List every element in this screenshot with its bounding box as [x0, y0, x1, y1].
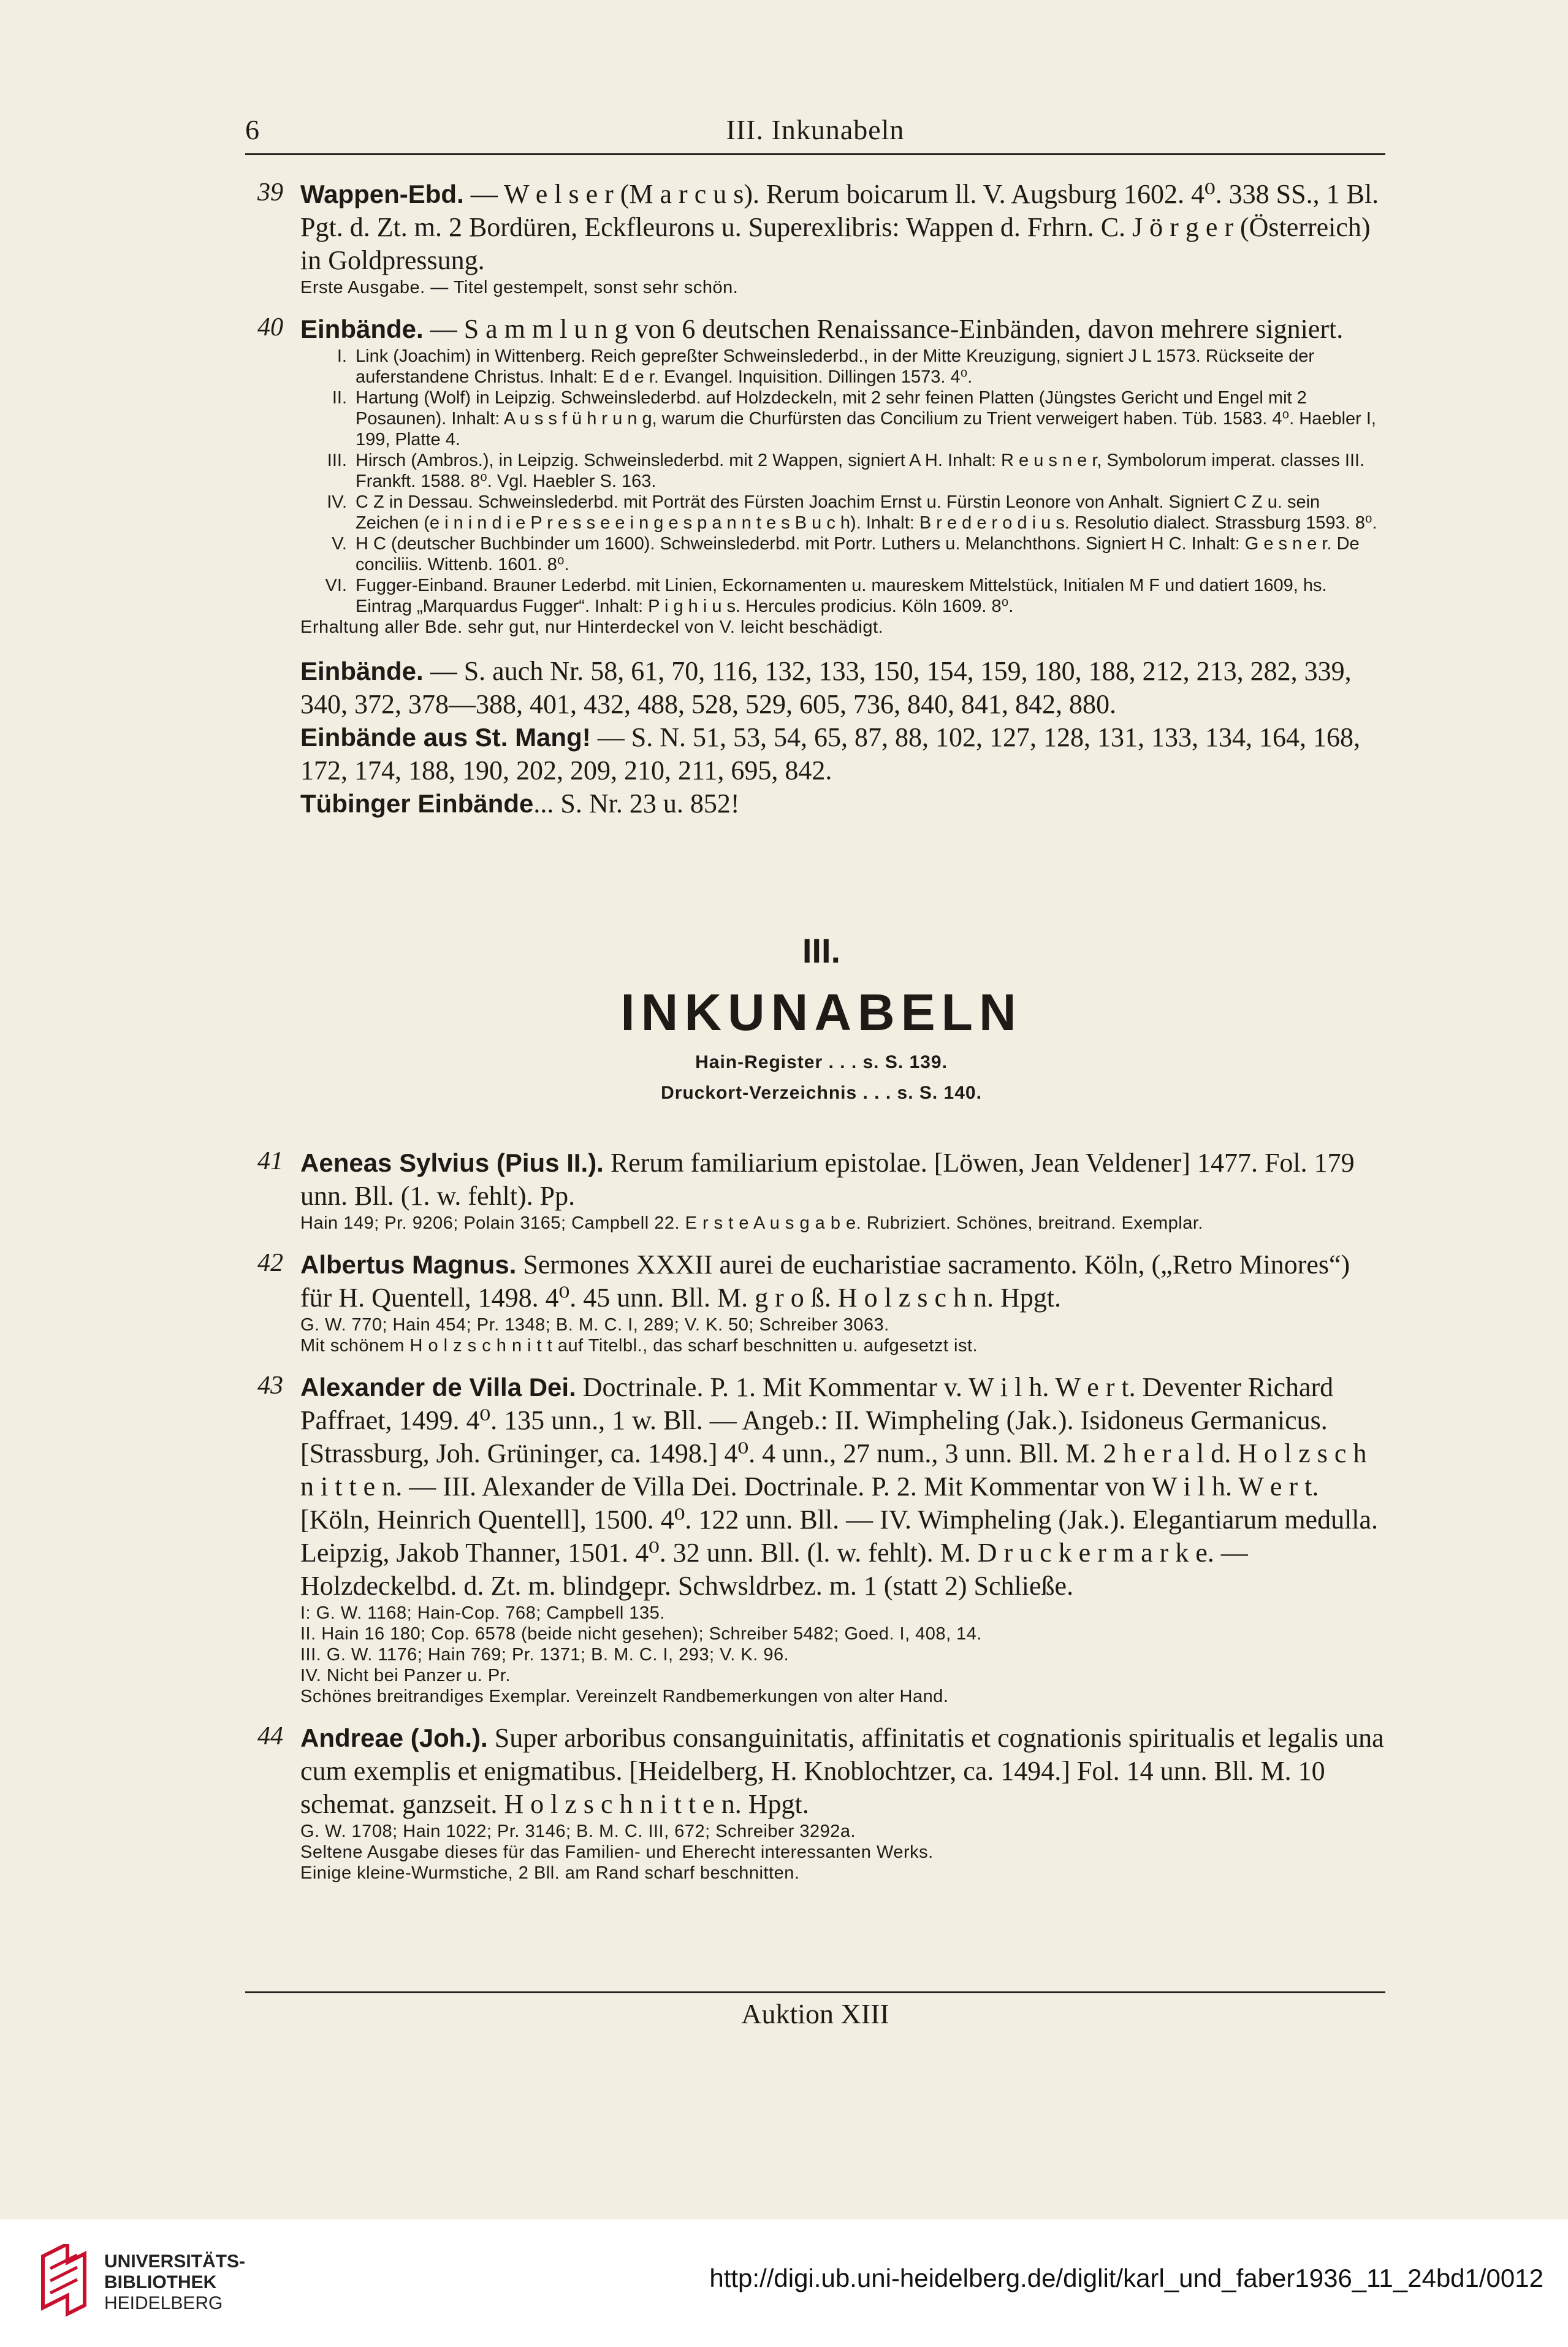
reference-numbers: ... S. Nr. 23 u. 852! [533, 788, 740, 819]
binding-item [306, 450, 1385, 492]
entry-note: I: G. W. 1168; Hain-Cop. 768; Campbell 135. [300, 1603, 665, 1623]
entry-main-text [300, 178, 1385, 277]
catalog-entry [257, 1371, 1385, 1707]
catalog-entry [257, 313, 1385, 638]
cross-references [257, 655, 1385, 820]
entry-description: Sermones XXXII aurei de eucharistiae sacramento. Köln, („Retro Minores“) für H. Quentell, 1498. 4⁰. 45 unn. Bll. M. g r o ß. H o l z s c h n. Hpgt. [300, 1250, 1350, 1313]
binding-item-numeral: VI. [325, 576, 347, 595]
running-title: III. Inkunabeln [726, 114, 905, 145]
entry-note: Schönes breitrandiges Exemplar. Vereinzelt Randbemerkungen von alter Hand. [300, 1687, 949, 1706]
binding-item-text: Fugger-Einband. Brauner Lederbd. mit Linien, Eckornamenten u. maureskem Mittelstück, Initialen M F und datiert 1609, hs. Eintrag „Marquardus Fugger“. Inhalt: P i g h i u s. Hercules prodicius. Köln 1609. 8⁰. [356, 576, 1327, 616]
entry-note: Seltene Ausgabe dieses für das Familien- und Eherecht interessanten Werks. [300, 1842, 934, 1862]
hain-register-line: Hain-Register . . . s. S. 139. [695, 1052, 948, 1072]
binding-item-text: H C (deutscher Buchbinder um 1600). Schweinslederbd. mit Portr. Luthers u. Melanchthons. Signiert H C. Inhalt: G e s n e r. De conciliis. Wittenb. 1601. 8⁰. [356, 534, 1360, 574]
library-name-line2: BIBLIOTHEK [104, 2272, 217, 2292]
entry-description: Super arboribus consanguinitatis, affinitatis et cognationis spiritualis et legalis una cum exemplis et enigmatibus. [Heidelberg, H. Knoblochtzer, ca. 1494.] Fol. 14 unn. Bll. M. 10 schemat. ganzseit. H o l z s c h n i t t e n. Hpgt. [300, 1723, 1384, 1819]
entries-bottom [257, 1147, 1385, 1883]
reference-heading: Tübinger Einbände [300, 789, 534, 818]
entry-main-text [300, 1371, 1385, 1603]
library-logo-icon [37, 2244, 91, 2318]
entry-heading: Einbände. [300, 315, 424, 343]
entry-heading: Alexander de Villa Dei. [300, 1373, 576, 1402]
catalog-entry [257, 1722, 1385, 1883]
entry-note: II. Hain 16 180; Cop. 6578 (beide nicht gesehen); Schreiber 5482; Goed. I, 408, 14. [300, 1624, 982, 1644]
entry-note: Erste Ausgabe. — Titel gestempelt, sonst sehr schön. [300, 278, 739, 297]
page-content [257, 178, 1385, 1898]
entry-number: 43 [257, 1372, 283, 1400]
library-name-line1: UNIVERSITÄTS- [104, 2251, 246, 2272]
section-number: III. [802, 931, 841, 970]
reference-line [300, 655, 1385, 721]
page-number: 6 [245, 114, 259, 145]
entry-heading: Aeneas Sylvius (Pius II.). [300, 1148, 604, 1177]
binding-item [306, 387, 1385, 450]
entry-heading: Wappen-Ebd. [300, 180, 464, 208]
binding-item-text: Hirsch (Ambros.), in Leipzig. Schweinslederbd. mit 2 Wappen, signiert A H. Inhalt: R e u s n e r, Symbolorum imperat. classes III. Frankft. 1588. 8⁰. Vgl. Haebler S. 163. [356, 451, 1365, 491]
running-header [245, 113, 1385, 156]
entry-note: G. W. 1708; Hain 1022; Pr. 3146; B. M. C. III, 672; Schreiber 3292a. [300, 1822, 856, 1841]
entry-description: Rerum familiarium epistolae. [Löwen, Jean Veldener] 1477. Fol. 179 unn. Bll. (1. w. fehlt). Pp. [300, 1148, 1355, 1211]
reference-line [300, 787, 1385, 820]
entry-number: 40 [257, 313, 283, 342]
entry-number: 39 [257, 178, 283, 207]
reference-numbers: — S. auch Nr. 58, 61, 70, 116, 132, 133, 150, 154, 159, 180, 188, 212, 213, 282, 339, 340, 372, 378—388, 401, 432, 488, 528, 529, 605, 736, 840, 841, 842, 880. [300, 656, 1352, 719]
entry-note: III. G. W. 1176; Hain 769; Pr. 1371; B. M. C. I, 293; V. K. 96. [300, 1645, 790, 1665]
entry-note: IV. Nicht bei Panzer u. Pr. [300, 1666, 511, 1685]
entry-main-text [300, 1722, 1385, 1821]
entry-heading: Albertus Magnus. [300, 1250, 517, 1279]
entry-number: 41 [257, 1147, 283, 1175]
section-title: INKUNABELN [620, 983, 1022, 1041]
binding-item-numeral: II. [332, 388, 347, 408]
binding-item-numeral: III. [327, 451, 347, 470]
binding-item [306, 492, 1385, 533]
binding-item-text: Hartung (Wolf) in Leipzig. Schweinslederbd. auf Holzdeckeln, mit 2 sehr feinen Platten (Jüngstes Gericht und Engel mit 2 Posaunen). Inhalt: A u s s f ü h r u n g, warum die Churfürsten das Concilium zu Trient verweigert haben. Tüb. 1583. 4⁰. Haebler I, 199, Platte 4. [356, 388, 1376, 449]
catalog-entry [257, 1248, 1385, 1356]
reference-heading: Einbände aus St. Mang! [300, 723, 591, 752]
header-rule [245, 153, 1385, 155]
entry-description: — W e l s e r (M a r c u s). Rerum boicarum ll. V. Augsburg 1602. 4⁰. 338 SS., 1 Bl. Pgt. d. Zt. m. 2 Bordüren, Eckfleurons u. Superexlibris: Wappen d. Frhrn. C. J ö r g e r (Österreich) in Goldpressung. [300, 179, 1379, 275]
entry-heading: Andreae (Joh.). [300, 1723, 488, 1752]
entry-main-text [300, 1248, 1385, 1315]
page-footer: Auktion XIII [741, 1998, 889, 2029]
binding-item [306, 575, 1385, 617]
library-banner [0, 2219, 1568, 2347]
section-heading [257, 931, 1385, 1104]
catalog-entry [257, 178, 1385, 298]
binding-item [306, 346, 1385, 387]
binding-item-numeral: I. [337, 346, 347, 366]
binding-item [306, 533, 1385, 575]
binding-item-text: Link (Joachim) in Wittenberg. Reich gepreßter Schweinslederbd., in der Mitte Kreuzigung, signiert J L 1573. Rückseite der auferstandene Christus. Inhalt: E d e r. Evangel. Inquisition. Dillingen 1573. 4⁰. [356, 346, 1315, 387]
footer-rule [245, 1991, 1385, 1993]
binding-item-numeral: V. [332, 534, 347, 554]
entry-main-text [300, 1147, 1385, 1213]
entry-note: Einige kleine-Wurmstiche, 2 Bll. am Rand scharf beschnitten. [300, 1863, 800, 1883]
reference-block [257, 655, 1385, 820]
reference-line [300, 721, 1385, 787]
binding-item-text: C Z in Dessau. Schweinslederbd. mit Porträt des Fürsten Joachim Ernst u. Fürstin Leonore von Anhalt. Signiert C Z u. sein Zeichen (e i n i n d i e P r e s s e e i n g e s p a n n t e s B u c h). Inhalt: B r e d e r o d i u s. Resolutio dialect. Strassburg 1593. 8⁰. [356, 492, 1377, 533]
entry-note: G. W. 770; Hain 454; Pr. 1348; B. M. C. I, 289; V. K. 50; Schreiber 3063. [300, 1315, 889, 1335]
reference-numbers: — S. N. 51, 53, 54, 65, 87, 88, 102, 127, 128, 131, 133, 134, 164, 168, 172, 174, 188, 190, 202, 209, 210, 211, 695, 842. [300, 722, 1360, 785]
binding-list [306, 346, 1385, 617]
entry-number: 42 [257, 1249, 283, 1277]
catalog-entry [257, 1147, 1385, 1234]
entry-number: 44 [257, 1722, 283, 1750]
source-url-link[interactable]: http://digi.ub.uni-heidelberg.de/diglit/karl_und_faber1936_11_24bd1/0012 [709, 2264, 1543, 2292]
entry-description: Doctrinale. P. 1. Mit Kommentar v. W i l h. W e r t. Deventer Richard Paffraet, 1499. 4⁰. 135 unn., 1 w. Bll. — Angeb.: II. Wimpheling (Jak.). Isidoneus Germanicus. [Strassburg, Joh. Grüninger, ca. 1498.] 4⁰. 4 unn., 27 num., 3 unn. Bll. M. 2 h e r a l d. H o l z s c h n i t t e n. — III. Alexander de Villa Dei. Doctrinale. P. 2. Mit Kommentar von W i l h. W e r t. [Köln, Heinrich Quentell], 1500. 4⁰. 122 unn. Bll. — IV. Wimpheling (Jak.). Elegantiarum medulla. Leipzig, Jakob Thanner, 1501. 4⁰. 32 unn. Bll. (l. w. fehlt). M. D r u c k e r m a r k e. — Holzdeckelbd. d. Zt. m. blindgepr. Schwsldrbez. m. 1 (statt 2) Schließe. [300, 1372, 1379, 1601]
entry-description: — S a m m l u n g von 6 deutschen Renaissance-Einbänden, davon mehrere signiert. [423, 314, 1344, 344]
entry-note: Erhaltung aller Bde. sehr gut, nur Hinterdeckel von V. leicht beschädigt. [300, 617, 884, 637]
reference-heading: Einbände. [300, 657, 424, 685]
entries-top [257, 178, 1385, 638]
entry-note: Mit schönem H o l z s c h n i t t auf Titelbl., das scharf beschnitten u. aufgesetzt ist. [300, 1336, 978, 1356]
entry-note: Hain 149; Pr. 9206; Polain 3165; Campbell 22. E r s t e A u s g a b e. Rubriziert. Schönes, breitrand. Exemplar. [300, 1213, 1203, 1233]
entry-main-text [300, 313, 1385, 346]
library-name-line3: HEIDELBERG [104, 2293, 223, 2313]
library-name [104, 2251, 245, 2314]
binding-item-numeral: IV. [327, 492, 347, 512]
druckort-line: Druckort-Verzeichnis . . . s. S. 140. [661, 1083, 982, 1103]
